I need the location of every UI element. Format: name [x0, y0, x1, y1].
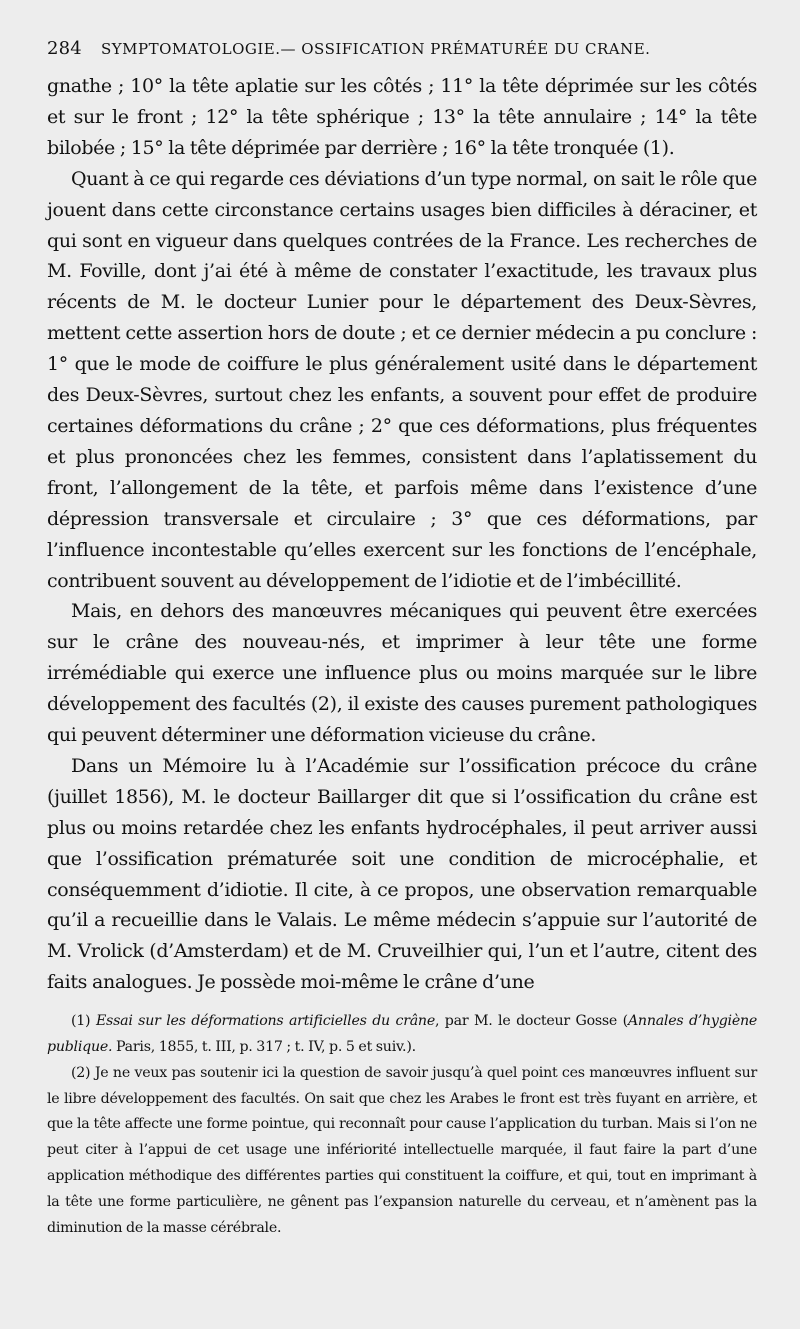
paragraph-pathological-causes: Mais, en dehors des manœuvres mécaniques qui peuvent être exercées sur le crâne des nouveau-nés, et imprimer à leur tête une forme irrémédiable qui exerce une influence plus ou moins marquée sur le libre développement des facultés (2), il existe des causes purement pathologiques qui peuvent déterminer une déformation vicieuse du crâne.: [47, 600, 757, 747]
paragraph-continuation: gnathe ; 10° la tête aplatie sur les côtés ; 11° la tête déprimée sur les côtés et sur le front ; 12° la tête sphérique ; 13° la tête annulaire ; 14° la tête bilobée ; 15° la tête déprimée par derrière ; 16° la tête tronquée (1).: [47, 75, 757, 159]
footnote-1-end: Paris, 1855, t. III, p. 317 ; t. IV, p. 5 et suiv.).: [112, 1038, 416, 1055]
footnotes: [47, 1009, 757, 1241]
footnote-1-middle: , par M. le docteur Gosse (: [434, 1013, 628, 1030]
page-number: 284: [47, 38, 82, 59]
footnote-2: (2) Je ne veux pas soutenir ici la question de savoir jusqu’à quel point ces manœuvres influent sur le libre développement des facultés. On sait que chez les Arabes le front est très fuyant en arrière, et que la tête affecte une forme pointue, qui reconnaît pour cause l’application du turban. Mais si l’on ne peut citer à l’appui de cet usage une infériorité intellectuelle marquée, il faut faire la part d’une application méthodique des différentes parties qui constituent la coiffure, et qui, tout en imprimant à la tête une forme particulière, ne gênent pas l’expansion naturelle du cerveau, et n’amènent pas la diminution de la masse cérébrale.: [47, 1064, 757, 1236]
body-text: [47, 71, 757, 998]
paragraph-deformations-usages: Quant à ce qui regarde ces déviations d’un type normal, on sait le rôle que jouent dans cette circonstance certains usages bien difficiles à déraciner, et qui sont en vigueur dans quelques contrées de la France. Les recherches de M. Foville, dont j’ai été à même de constater l’exactitude, les travaux plus récents de M. le docteur Lunier pour le département des Deux-Sèvres, mettent cette assertion hors de doute ; et ce dernier médecin a pu conclure : 1° que le mode de coiffure le plus généralement usité dans le département des Deux-Sèvres, surtout chez les enfants, a souvent pour effet de produire certaines déformations du crâne ; 2° que ces déformations, plus fréquentes et plus prononcées chez les femmes, consistent dans l’aplatissement du front, l’allongement de la tête, et parfois même dans l’existence d’une dépression transversale et circulaire ; 3° que ces déformations, par l’influence incontestable qu’elles exercent sur les fonctions de l’encéphale, contribuent souvent au développement de l’idiotie et de l’imbécillité.: [47, 167, 757, 592]
footnote-1-journal: Annales d’hygiène publique.: [47, 1013, 757, 1055]
footnote-1-marker: (1): [71, 1013, 91, 1030]
page-content: [47, 36, 757, 1241]
running-title: SYMPTOMATOLOGIE.— OSSIFICATION PRÉMATURÉE DU CRANE.: [101, 40, 651, 58]
footnote-1-title: Essai sur les déformations artificielles du crâne: [95, 1013, 435, 1030]
running-header: [47, 36, 757, 62]
footnote-1: [47, 1009, 757, 1061]
paragraph-baillarger-memoir: Dans un Mémoire lu à l’Académie sur l’ossification précoce du crâne (juillet 1856), M. le docteur Baillarger dit que si l’ossification du crâne est plus ou moins retardée chez les enfants hydrocéphales, il peut arriver aussi que l’ossification prématurée soit une condition de microcéphalie, et conséquemment d’idiotie. Il cite, à ce propos, une observation remarquable qu’il a recueillie dans le Valais. Le même médecin s’appuie sur l’autorité de M. Vrolick (d’Amsterdam) et de M. Cruveilhier qui, l’un et l’autre, citent des faits analogues. Je possède moi-même le crâne d’une: [47, 754, 757, 994]
